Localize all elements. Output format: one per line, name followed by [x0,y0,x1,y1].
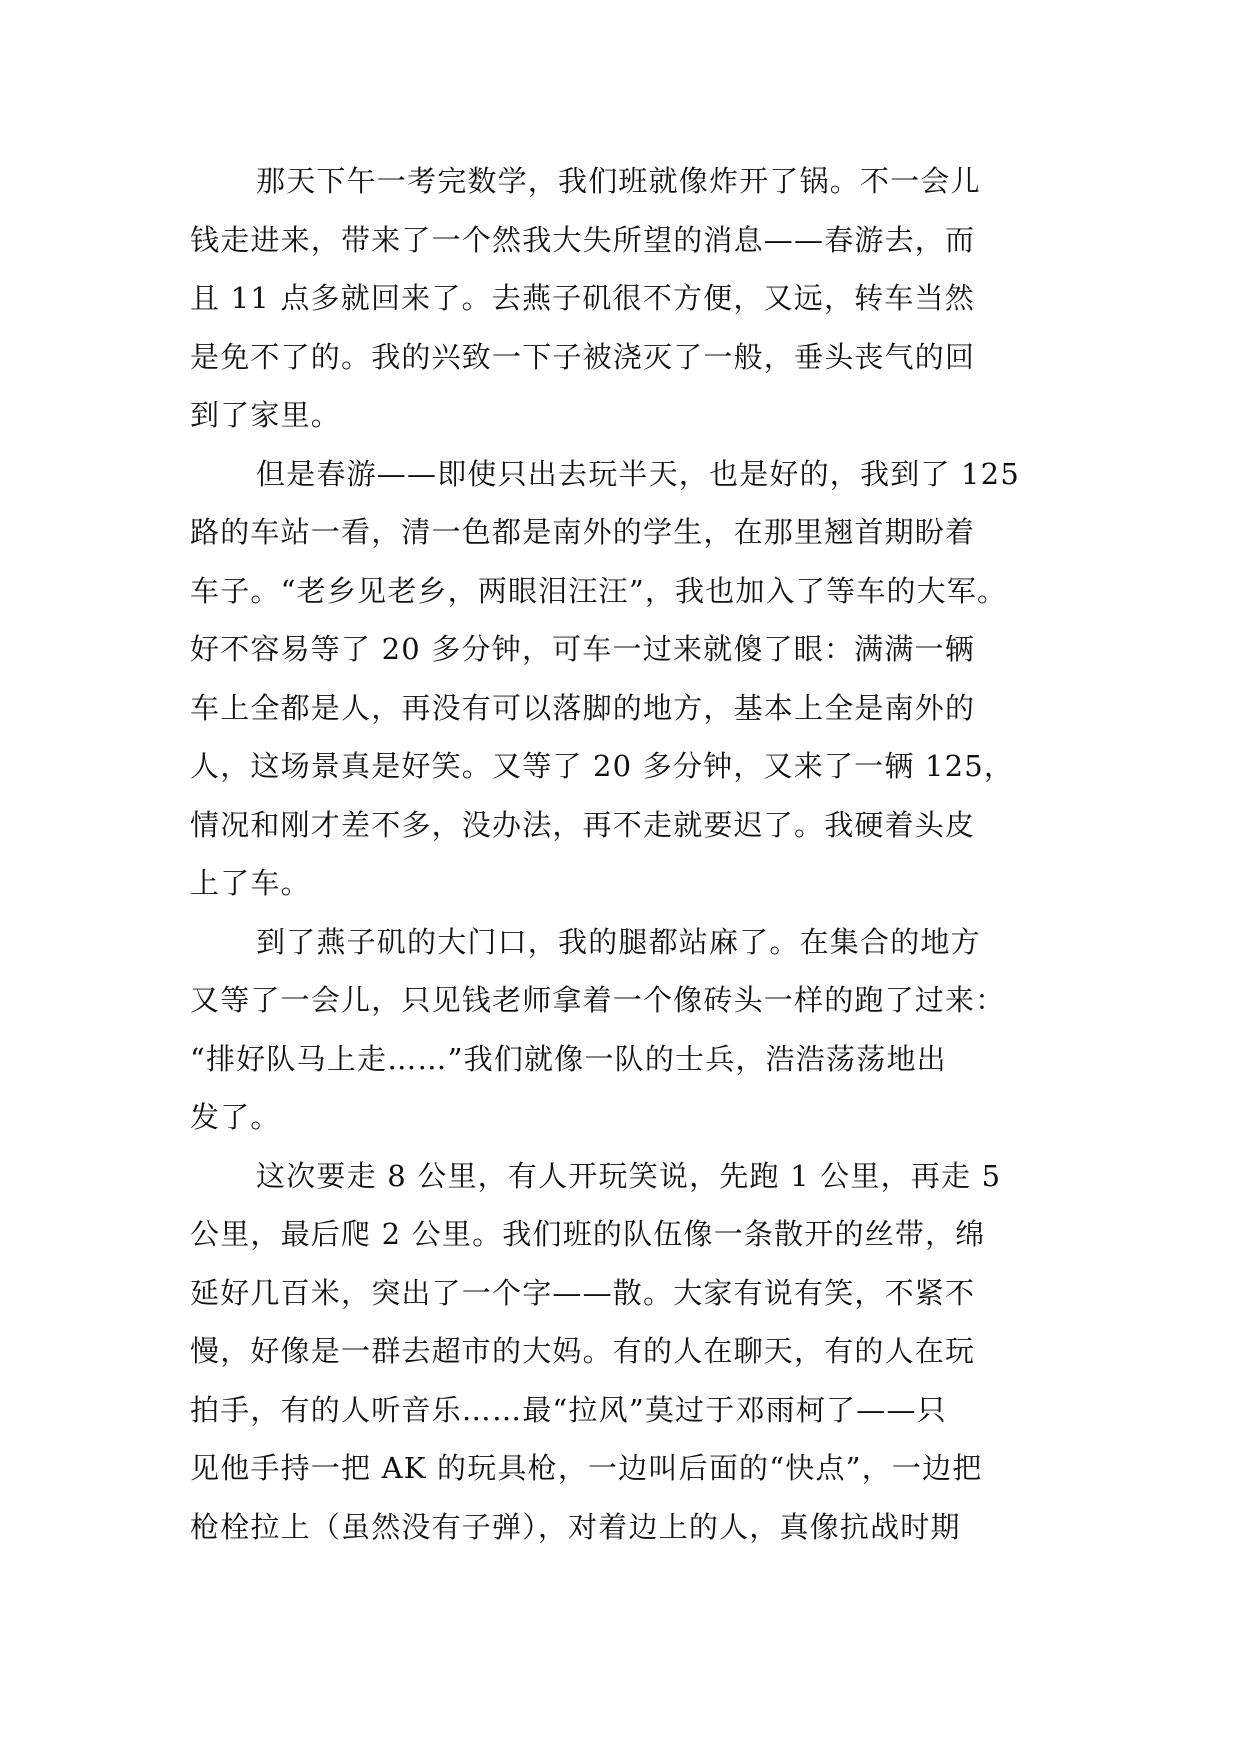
paragraph-4 [190,1147,1050,1557]
text-line: 慢，好像是一群去超市的大妈。有的人在聊天，有的人在玩 [190,1334,976,1368]
text-line: 人，这场景真是好笑。又等了 20 多分钟，又来了一辆 125， [190,749,1015,783]
text-line: 路的车站一看，清一色都是南外的学生，在那里翘首期盼着 [190,515,976,549]
text-line: 见他手持一把 AK 的玩具枪，一边叫后面的“快点”，一边把 [190,1451,983,1485]
document-body [190,152,1050,1556]
text-line: “排好队马上走……”我们就像一队的士兵，浩浩荡荡地出 [190,1041,947,1076]
text-line: 发了。 [190,1100,281,1134]
text-line: 但是春游——即使只出去玩半天，也是好的，我到了 125 [256,456,1020,491]
text-line: 好不容易等了 20 多分钟，可车一过来就傻了眼：满满一辆 [190,632,975,666]
text-line: 公里，最后爬 2 公里。我们班的队伍像一条散开的丝带，绵 [190,1217,986,1251]
text-line: 延好几百米，突出了一个字——散。大家有说有笑，不紧不 [190,1275,976,1310]
text-line: 到了燕子矶的大门口，我的腿都站麻了。在集合的地方 [256,924,981,959]
text-line: 情况和刚才差不多，没办法，再不走就要迟了。我硬着头皮 [190,807,976,842]
paragraph-3 [190,913,1050,1147]
text-line: 到了家里。 [190,398,342,432]
text-line: 枪栓拉上（虽然没有子弹），对着边上的人，真像抗战时期 [190,1509,961,1544]
text-line: 又等了一会儿，只见钱老师拿着一个像砖头一样的跑了过来： [190,983,1006,1017]
text-line: 上了车。 [190,866,311,900]
text-line: 拍手，有的人听音乐……最“拉风”莫过于邓雨柯了——只 [190,1392,947,1427]
paragraph-2 [190,445,1050,913]
text-line: 车上全都是人，再没有可以落脚的地方，基本上全是南外的 [190,690,976,725]
text-line: 是免不了的。我的兴致一下子被浇灭了一般，垂头丧气的回 [190,339,976,374]
text-line: 车子。“老乡见老乡，两眼泪汪汪”，我也加入了等车的大军。 [190,573,1008,608]
text-line: 钱走进来，带来了一个然我大失所望的消息——春游去，而 [190,222,976,257]
text-line: 这次要走 8 公里，有人开玩笑说，先跑 1 公里，再走 5 [256,1158,1002,1193]
text-line: 那天下午一考完数学，我们班就像炸开了锅。不一会儿 [256,164,981,198]
text-line: 且 11 点多就回来了。去燕子矶很不方便，又远，转车当然 [190,281,975,315]
paragraph-1 [190,152,1050,445]
